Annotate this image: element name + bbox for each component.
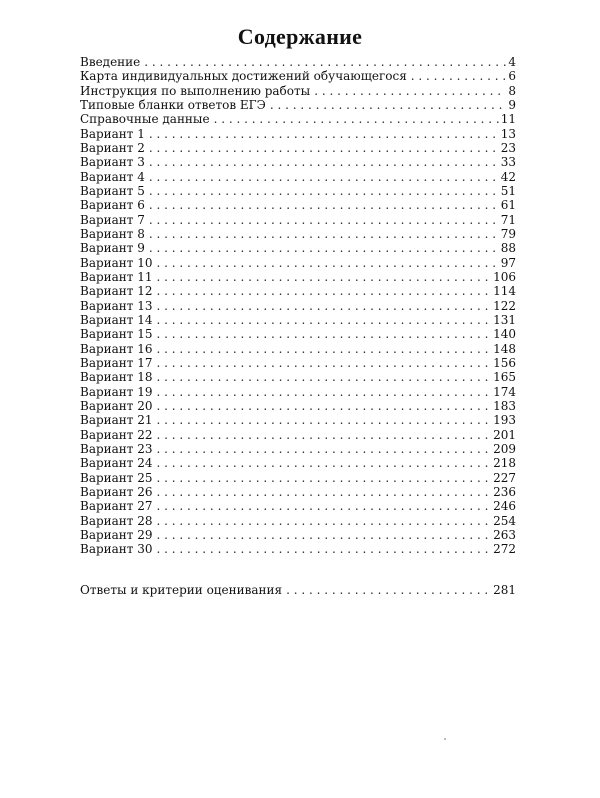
- toc-entry-label: Вариант 28: [80, 513, 153, 528]
- toc-entry-label: Карта индивидуальных достижений обучающегося: [80, 69, 407, 84]
- toc-entry-label: Вариант 9: [80, 241, 145, 256]
- toc-row: [80, 471, 516, 485]
- toc-row: [80, 313, 516, 327]
- toc-entry-label: Вариант 18: [80, 370, 153, 385]
- dot-leader: [157, 542, 492, 556]
- dot-leader: [149, 213, 499, 227]
- dot-leader: [157, 342, 492, 356]
- dot-leader: [214, 112, 499, 126]
- dot-leader: [157, 370, 492, 384]
- toc-row: [80, 528, 516, 542]
- dot-leader: [149, 170, 499, 184]
- toc-entry-page: 183: [493, 398, 516, 413]
- toc-row: [80, 98, 516, 112]
- dot-leader: [157, 256, 499, 270]
- toc-entry-label: Вариант 12: [80, 284, 153, 299]
- toc-entry-label: Вариант 1: [80, 126, 145, 141]
- dot-leader: [149, 184, 499, 198]
- toc-entry-label: Вариант 13: [80, 298, 153, 313]
- toc-entry-page: 236: [493, 484, 516, 499]
- toc-entry-page: 23: [500, 140, 516, 155]
- dot-leader: [157, 327, 492, 341]
- toc-row: [80, 542, 516, 556]
- toc-entry-page: 88: [500, 241, 516, 256]
- toc-row: [80, 499, 516, 513]
- toc-entry-page: 148: [493, 341, 516, 356]
- toc-row: [80, 198, 516, 212]
- scan-speck: [444, 738, 446, 740]
- page-title: Содержание: [237, 24, 363, 49]
- toc-entry-page: 281: [493, 583, 516, 597]
- toc-entry-label: Инструкция по выполнению работы: [80, 83, 311, 98]
- toc-row: [80, 127, 516, 141]
- toc-row: [80, 399, 516, 413]
- toc-entry-page: 51: [500, 183, 516, 198]
- toc-row: [80, 170, 516, 184]
- toc-row: [80, 155, 516, 169]
- toc-entry-label: Вариант 16: [80, 341, 153, 356]
- toc-row: [80, 413, 516, 427]
- toc-entry-label: Вариант 29: [80, 527, 153, 542]
- toc-entry-label: Вариант 26: [80, 484, 153, 499]
- dot-leader: [157, 270, 492, 284]
- dot-leader: [157, 514, 492, 528]
- toc-entry-label: Справочные данные: [80, 112, 210, 127]
- toc-row: [80, 514, 516, 528]
- toc-row: [80, 356, 516, 370]
- toc-entry-page: 114: [493, 284, 516, 299]
- toc-entry-label: Вариант 14: [80, 312, 153, 327]
- toc-entry-label: Вариант 5: [80, 183, 145, 198]
- toc-entry-page: 4: [508, 55, 516, 69]
- toc-entry-label: Вариант 7: [80, 212, 145, 227]
- toc-entry-page: 9: [508, 97, 516, 112]
- dot-leader: [144, 55, 506, 69]
- toc-entry-page: 97: [500, 255, 516, 270]
- toc-entry-page: 33: [500, 155, 516, 170]
- toc-entry-label: Вариант 21: [80, 413, 153, 428]
- toc-entry-page: 13: [500, 126, 516, 141]
- toc-row: [80, 270, 516, 284]
- toc-entry-label: Вариант 30: [80, 542, 153, 557]
- toc-entry-page: 174: [493, 384, 516, 399]
- toc-row: [80, 55, 516, 69]
- toc-entry-page: 61: [500, 198, 516, 213]
- toc-entry-page: 246: [493, 499, 516, 514]
- toc-entry-page: 209: [493, 441, 516, 456]
- toc-entry-page: 79: [500, 226, 516, 241]
- toc-row: [80, 112, 516, 126]
- toc-row: [80, 370, 516, 384]
- toc-entry-page: 71: [500, 212, 516, 227]
- dot-leader: [411, 69, 507, 83]
- toc-entry-label: Вариант 15: [80, 327, 153, 342]
- dot-leader: [270, 98, 507, 112]
- toc-entry-page: 201: [493, 427, 516, 442]
- toc-entry-page: 106: [493, 269, 516, 284]
- toc-entry-label: Типовые бланки ответов ЕГЭ: [80, 97, 266, 112]
- toc-row: [80, 385, 516, 399]
- toc-entry-page: 131: [493, 312, 516, 327]
- toc-entry-label: Вариант 4: [80, 169, 145, 184]
- dot-leader: [157, 356, 492, 370]
- toc-entry-label: Ответы и критерии оценивания: [80, 583, 283, 597]
- toc-entry-label: Вариант 6: [80, 198, 145, 213]
- toc-entry-page: 156: [493, 355, 516, 370]
- toc-entry-page: 193: [493, 413, 516, 428]
- toc-entry-page: 122: [493, 298, 516, 313]
- toc-row: [80, 342, 516, 356]
- toc-entry-label: Вариант 20: [80, 398, 153, 413]
- toc-entry-label: Вариант 3: [80, 155, 145, 170]
- toc-entry-label: Вариант 8: [80, 226, 145, 241]
- toc-entry-page: 227: [493, 470, 516, 485]
- toc-row: [80, 241, 516, 255]
- toc-row: [80, 256, 516, 270]
- toc-entry-page: 8: [508, 83, 516, 98]
- toc-entry-label: Вариант 11: [80, 269, 153, 284]
- dot-leader: [157, 442, 492, 456]
- dot-leader: [157, 284, 492, 298]
- dot-leader: [314, 84, 506, 98]
- dot-leader: [157, 413, 492, 427]
- dot-leader: [149, 155, 499, 169]
- dot-leader: [149, 198, 499, 212]
- toc-entry-label: Вариант 17: [80, 355, 153, 370]
- toc-row: [80, 227, 516, 241]
- toc-row: [80, 485, 516, 499]
- toc-entry-label: Вариант 2: [80, 140, 145, 155]
- toc-row: [80, 442, 516, 456]
- dot-leader: [157, 385, 492, 399]
- dot-leader: [157, 471, 492, 485]
- toc-entry-label: Вариант 10: [80, 255, 153, 270]
- toc-row: [80, 69, 516, 83]
- toc-entry-page: 272: [493, 542, 516, 557]
- toc-row: [80, 184, 516, 198]
- toc-entry-label: Вариант 19: [80, 384, 153, 399]
- toc-entry-label: Вариант 23: [80, 441, 153, 456]
- toc-entry-page: 42: [500, 169, 516, 184]
- answers-entry: [80, 582, 516, 598]
- dot-leader: [157, 499, 492, 513]
- toc-entry-label: Вариант 25: [80, 470, 153, 485]
- toc-entry-label: Введение: [80, 55, 141, 69]
- dot-leader: [157, 428, 492, 442]
- toc-row: [80, 84, 516, 98]
- toc-row: [80, 428, 516, 442]
- toc-entry-label: Вариант 24: [80, 456, 153, 471]
- dot-leader: [157, 528, 492, 542]
- toc-row: [80, 299, 516, 313]
- dot-leader: [157, 399, 492, 413]
- toc-entry-page: 165: [493, 370, 516, 385]
- toc-entry-label: Вариант 22: [80, 427, 153, 442]
- toc-entry-label: Вариант 27: [80, 499, 153, 514]
- dot-leader: [157, 485, 492, 499]
- dot-leader: [149, 227, 499, 241]
- toc-entry-page: 11: [500, 112, 516, 127]
- toc-entry-page: 6: [508, 69, 516, 84]
- dot-leader: [149, 241, 499, 255]
- toc-row: [80, 284, 516, 298]
- dot-leader: [157, 299, 492, 313]
- dot-leader: [149, 127, 499, 141]
- dot-leader: [157, 313, 492, 327]
- toc-row: [80, 456, 516, 470]
- toc-entry-page: 218: [493, 456, 516, 471]
- toc-entry-page: 140: [493, 327, 516, 342]
- toc-row: [80, 327, 516, 341]
- dot-leader: [157, 456, 492, 470]
- dot-leader: [286, 582, 491, 598]
- toc-entry-page: 263: [493, 527, 516, 542]
- table-of-contents: [80, 55, 516, 556]
- toc-row: [80, 213, 516, 227]
- toc-entry-page: 254: [493, 513, 516, 528]
- dot-leader: [149, 141, 499, 155]
- toc-row: [80, 141, 516, 155]
- toc-row: [80, 582, 516, 598]
